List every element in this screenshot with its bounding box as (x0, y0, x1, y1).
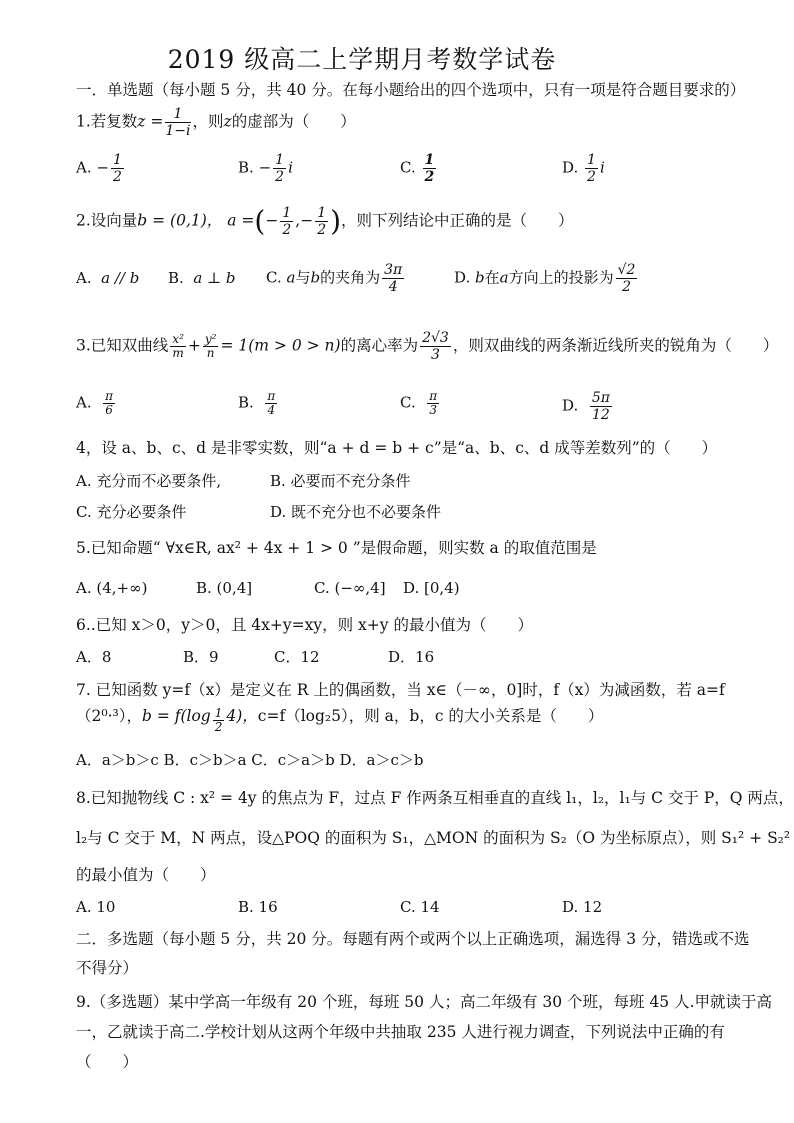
q3-opt-a-num: π (105, 389, 114, 403)
q1-option-d[interactable] (562, 152, 605, 185)
q2-option-b[interactable] (168, 268, 236, 288)
q3-opt-c-num: π (429, 389, 438, 403)
q2-frac2-num: 1 (317, 205, 327, 221)
q1-stem-b: ，则 (192, 112, 224, 131)
q2-frac2-den: 2 (317, 222, 327, 238)
q3-opt-b-letter: B. (238, 393, 254, 412)
q4-option-c[interactable]: C. 充分必要条件 (76, 503, 187, 521)
q3-e-den: 3 (431, 347, 440, 363)
q3-equation: = 1(m > 0 > n) (220, 336, 341, 355)
q7-log-base-num: 1 (214, 706, 223, 720)
q3-opt-d-num: 5π (591, 390, 610, 406)
q2-opt-d-den: 2 (622, 279, 632, 295)
q1-z: z = (137, 112, 164, 131)
q2-stem-a: 2.设向量 (76, 211, 138, 230)
q4-option-a[interactable]: A. 充分而不必要条件, (76, 472, 222, 490)
q3-y-frac (203, 333, 219, 360)
q1-opt-d-letter: D. (562, 158, 579, 177)
section-2-heading-line-2: 不得分） (76, 959, 139, 977)
q7-b-def: b = f(log (141, 707, 211, 725)
q2-opt-d-on: 在 (484, 268, 500, 287)
q3-y-num: y² (204, 332, 217, 346)
q1-opt-b-den: 2 (275, 169, 285, 185)
question-9-line-3: （ ） (76, 1053, 139, 1071)
q3-x-frac (170, 333, 186, 360)
q2-opt-b-letter: B. (168, 269, 184, 287)
q7-b-arg: 4)， (226, 707, 258, 725)
question-8-line-1: 8.已知抛物线 C : x² = 4y 的焦点为 F，过点 F 作两条互相垂直的直线 l₁，l₂，l₁与 C 交于 P，Q 两点， (76, 789, 794, 807)
q2-opt-a-text: a // b (101, 269, 140, 287)
q6-option-a[interactable]: A．8 (76, 648, 112, 666)
q6-option-c[interactable]: C．12 (274, 648, 320, 666)
q3-option-d[interactable] (562, 390, 614, 423)
q3-opt-b-den: 4 (267, 403, 276, 417)
q2-frac1-num: 1 (282, 205, 292, 221)
q2-stem-b: ，则下列结论中正确的是（ ） (341, 211, 574, 230)
q3-option-b[interactable] (238, 390, 279, 417)
q2-opt-b-text: a ⊥ b (193, 269, 236, 287)
q2-opt-c-a: a (286, 268, 296, 287)
q1-opt-d-den: 2 (587, 169, 596, 185)
q3-stem-b: 的离心率为 (340, 336, 419, 355)
q2-opt-d-frac (616, 262, 638, 295)
q1-opt-d-num: 1 (587, 152, 596, 168)
q1-opt-c-num: 1 (424, 152, 435, 168)
q2-option-d[interactable] (454, 262, 639, 295)
q1-opt-a-frac (111, 152, 124, 185)
q7-log-base (213, 707, 225, 734)
q4-option-b[interactable]: B. 必要而不充分条件 (270, 472, 411, 490)
q3-opt-d-den: 12 (591, 407, 610, 423)
q7-c-def: c=f（log₂5），则 a，b，c 的大小关系是（ ） (257, 707, 604, 725)
q3-x-den: m (172, 346, 184, 360)
page-title: 2019 级高二上学期月考数学试卷 (167, 45, 557, 74)
q1-opt-c-den: 2 (424, 169, 435, 185)
q1-opt-d-frac (585, 152, 598, 185)
q3-e-frac (420, 330, 451, 363)
q3-option-c[interactable] (400, 390, 441, 417)
q1-opt-b-num: 1 (275, 152, 285, 168)
q1-opt-c-frac (423, 152, 437, 185)
q3-opt-a-letter: A. (76, 393, 92, 412)
question-4: 4，设 a、b、c、d 是非零实数，则“a + d = b + c”是“a、b、c、d 成等差数列”的（ ） (76, 439, 718, 457)
q6-option-d[interactable]: D．16 (388, 648, 435, 666)
q8-option-a[interactable]: A. 10 (76, 898, 116, 916)
q1-opt-a-den: 2 (112, 169, 122, 185)
q8-option-c[interactable]: C. 14 (400, 898, 440, 916)
question-5: 5.已知命题“ ∀x∈R, ax² + 4x + 1 > 0 ”是假命题，则实数 a 的取值范围是 (76, 539, 597, 557)
q3-option-a[interactable] (76, 390, 117, 417)
q1-option-c[interactable] (400, 152, 438, 185)
q1-frac-num: 1 (165, 106, 190, 123)
q2-option-a[interactable] (76, 268, 139, 288)
q3-opt-b-num: π (267, 389, 276, 403)
q3-y-den: n (206, 346, 215, 360)
question-7-line-1: 7. 已知函数 y=f（x）是定义在 R 上的偶函数，当 x∈（－∞，0]时，f（x）为减函数，若 a=f (76, 681, 725, 699)
q8-option-b[interactable]: B. 16 (238, 898, 278, 916)
q1-z2: z (223, 112, 232, 131)
q1-stem-c: 的虚部为（ ） (231, 112, 356, 131)
q1-option-a[interactable] (76, 152, 126, 185)
q3-opt-d-letter: D. (562, 396, 579, 415)
q2-opt-c-num: 3π (384, 262, 403, 278)
q3-opt-a-den: 6 (105, 403, 113, 417)
q5-option-d[interactable]: D. [0,4) (403, 579, 460, 597)
question-6: 6..已知 x＞0，y＞0，且 4x+y=xy，则 x+y 的最小值为（ ） (76, 616, 533, 634)
q2-opt-a-letter: A. (76, 269, 92, 287)
q4-option-d[interactable]: D. 既不充分也不必要条件 (270, 503, 442, 521)
q2-frac1-den: 2 (282, 222, 292, 238)
q2-option-c[interactable] (266, 262, 406, 295)
question-7-line-2 (76, 706, 603, 734)
q1-option-b[interactable] (238, 152, 293, 185)
q7-options[interactable]: A．a＞b＞c B．c＞b＞a C．c＞a＞b D．a＞c＞b (76, 751, 424, 769)
q7-log-base-den: 2 (214, 720, 223, 734)
q1-opt-b-letter: B. (238, 158, 254, 177)
q3-opt-d-frac (590, 390, 612, 423)
q3-opt-c-letter: C. (400, 393, 416, 412)
q2-opt-d-a: a (499, 268, 509, 287)
q3-x-num: x² (172, 332, 184, 346)
q1-opt-a-letter: A. (76, 158, 92, 177)
q1-opt-a-num: 1 (112, 152, 122, 168)
q2-opt-d-num: √2 (617, 262, 636, 278)
q2-opt-c-and: 与 (295, 268, 311, 287)
q2-opt-c-b: b (310, 268, 321, 287)
q2-opt-d-b: b (475, 268, 485, 287)
q3-stem-a: 3.已知双曲线 (76, 336, 169, 355)
q1-opt-b-frac (273, 152, 286, 185)
question-2: 2.设向量b = (0,1)， a =(− $\frac{1}{2}$ ,− $\frac{1}{2}$ )，则下列结论中正确的是（ ） (76, 204, 574, 238)
q3-stem-c: ，则双曲线的两条渐近线所夹的锐角为（ ） (452, 336, 779, 355)
q1-opt-a-sign: − (96, 158, 109, 177)
q1-frac-den: 1−i (165, 123, 191, 139)
q1-fraction (165, 106, 190, 139)
q1-opt-b-suffix: i (288, 158, 293, 177)
question-9-line-2: 一，乙就读于高二.学校计划从这两个年级中共抽取 235 人进行视力调查，下列说法中正确的有 (76, 1023, 725, 1041)
q7-a-def: （2⁰·³）， (76, 707, 142, 725)
q2-a-def: a = (227, 211, 255, 230)
q3-opt-c-frac (427, 390, 439, 417)
q6-option-b[interactable]: B．9 (183, 648, 219, 666)
q8-option-d[interactable]: D. 12 (562, 898, 603, 916)
q2-frac-2 (315, 205, 328, 238)
section-1-heading: 一．单选题（每小题 5 分，共 40 分。在每小题给出的四个选项中，只有一项是符合题目要求的） (76, 81, 746, 99)
q2-opt-c-angle: 的夹角为 (320, 268, 381, 287)
q3-e-num: 2√3 (422, 330, 449, 346)
question-8-line-3: 的最小值为（ ） (76, 866, 216, 884)
q2-b-def: b = (0,1)， (137, 211, 223, 230)
q5-option-c[interactable]: C. (−∞,4] (314, 579, 386, 597)
q2-opt-c-frac (382, 262, 404, 295)
q2-frac-1 (280, 205, 293, 238)
q1-stem-a: 1.若复数 (76, 112, 138, 131)
q2-opt-c-letter: C. (266, 268, 282, 287)
question-1 (76, 106, 356, 139)
question-9-line-1: 9.（多选题）某中学高一年级有 20 个班，每班 50 人；高二年级有 30 个班，每班 45 人.甲就读于高 (76, 993, 773, 1011)
question-8-line-2: l₂与 C 交于 M，N 两点，设△POQ 的面积为 S₁，△MON 的面积为 S₂（O 为坐标原点），则 S₁² + S₂² (76, 829, 791, 847)
q2-opt-d-proj: 方向上的投影为 (508, 268, 614, 287)
q2-opt-c-den: 4 (388, 279, 398, 295)
q2-opt-d-letter: D. (454, 268, 471, 287)
q1-opt-c-letter: C. (400, 158, 416, 177)
q3-opt-a-frac (103, 390, 115, 417)
question-3: 3.已知双曲线 $\frac{\text{x²}}{m}$ + $\frac{\text{y²}}{n}$ = 1(m > 0 > n)的离心率为 $\frac{2√3}{3}$ ，则双曲线的两条渐近线所夹的锐角为（ ） (76, 330, 779, 363)
q3-opt-c-den: 3 (429, 403, 438, 417)
q1-opt-b-sign: − (258, 158, 272, 177)
q3-opt-b-frac (265, 390, 277, 417)
q5-option-b[interactable]: B. (0,4] (196, 579, 253, 597)
q1-opt-d-suffix: i (599, 158, 605, 177)
q5-option-a[interactable]: A. (4,+∞) (76, 579, 148, 597)
section-2-heading-line-1: 二．多选题（每小题 5 分，共 20 分。每题有两个或两个以上正确选项，漏选得 3 分，错选或不选 (76, 930, 750, 948)
